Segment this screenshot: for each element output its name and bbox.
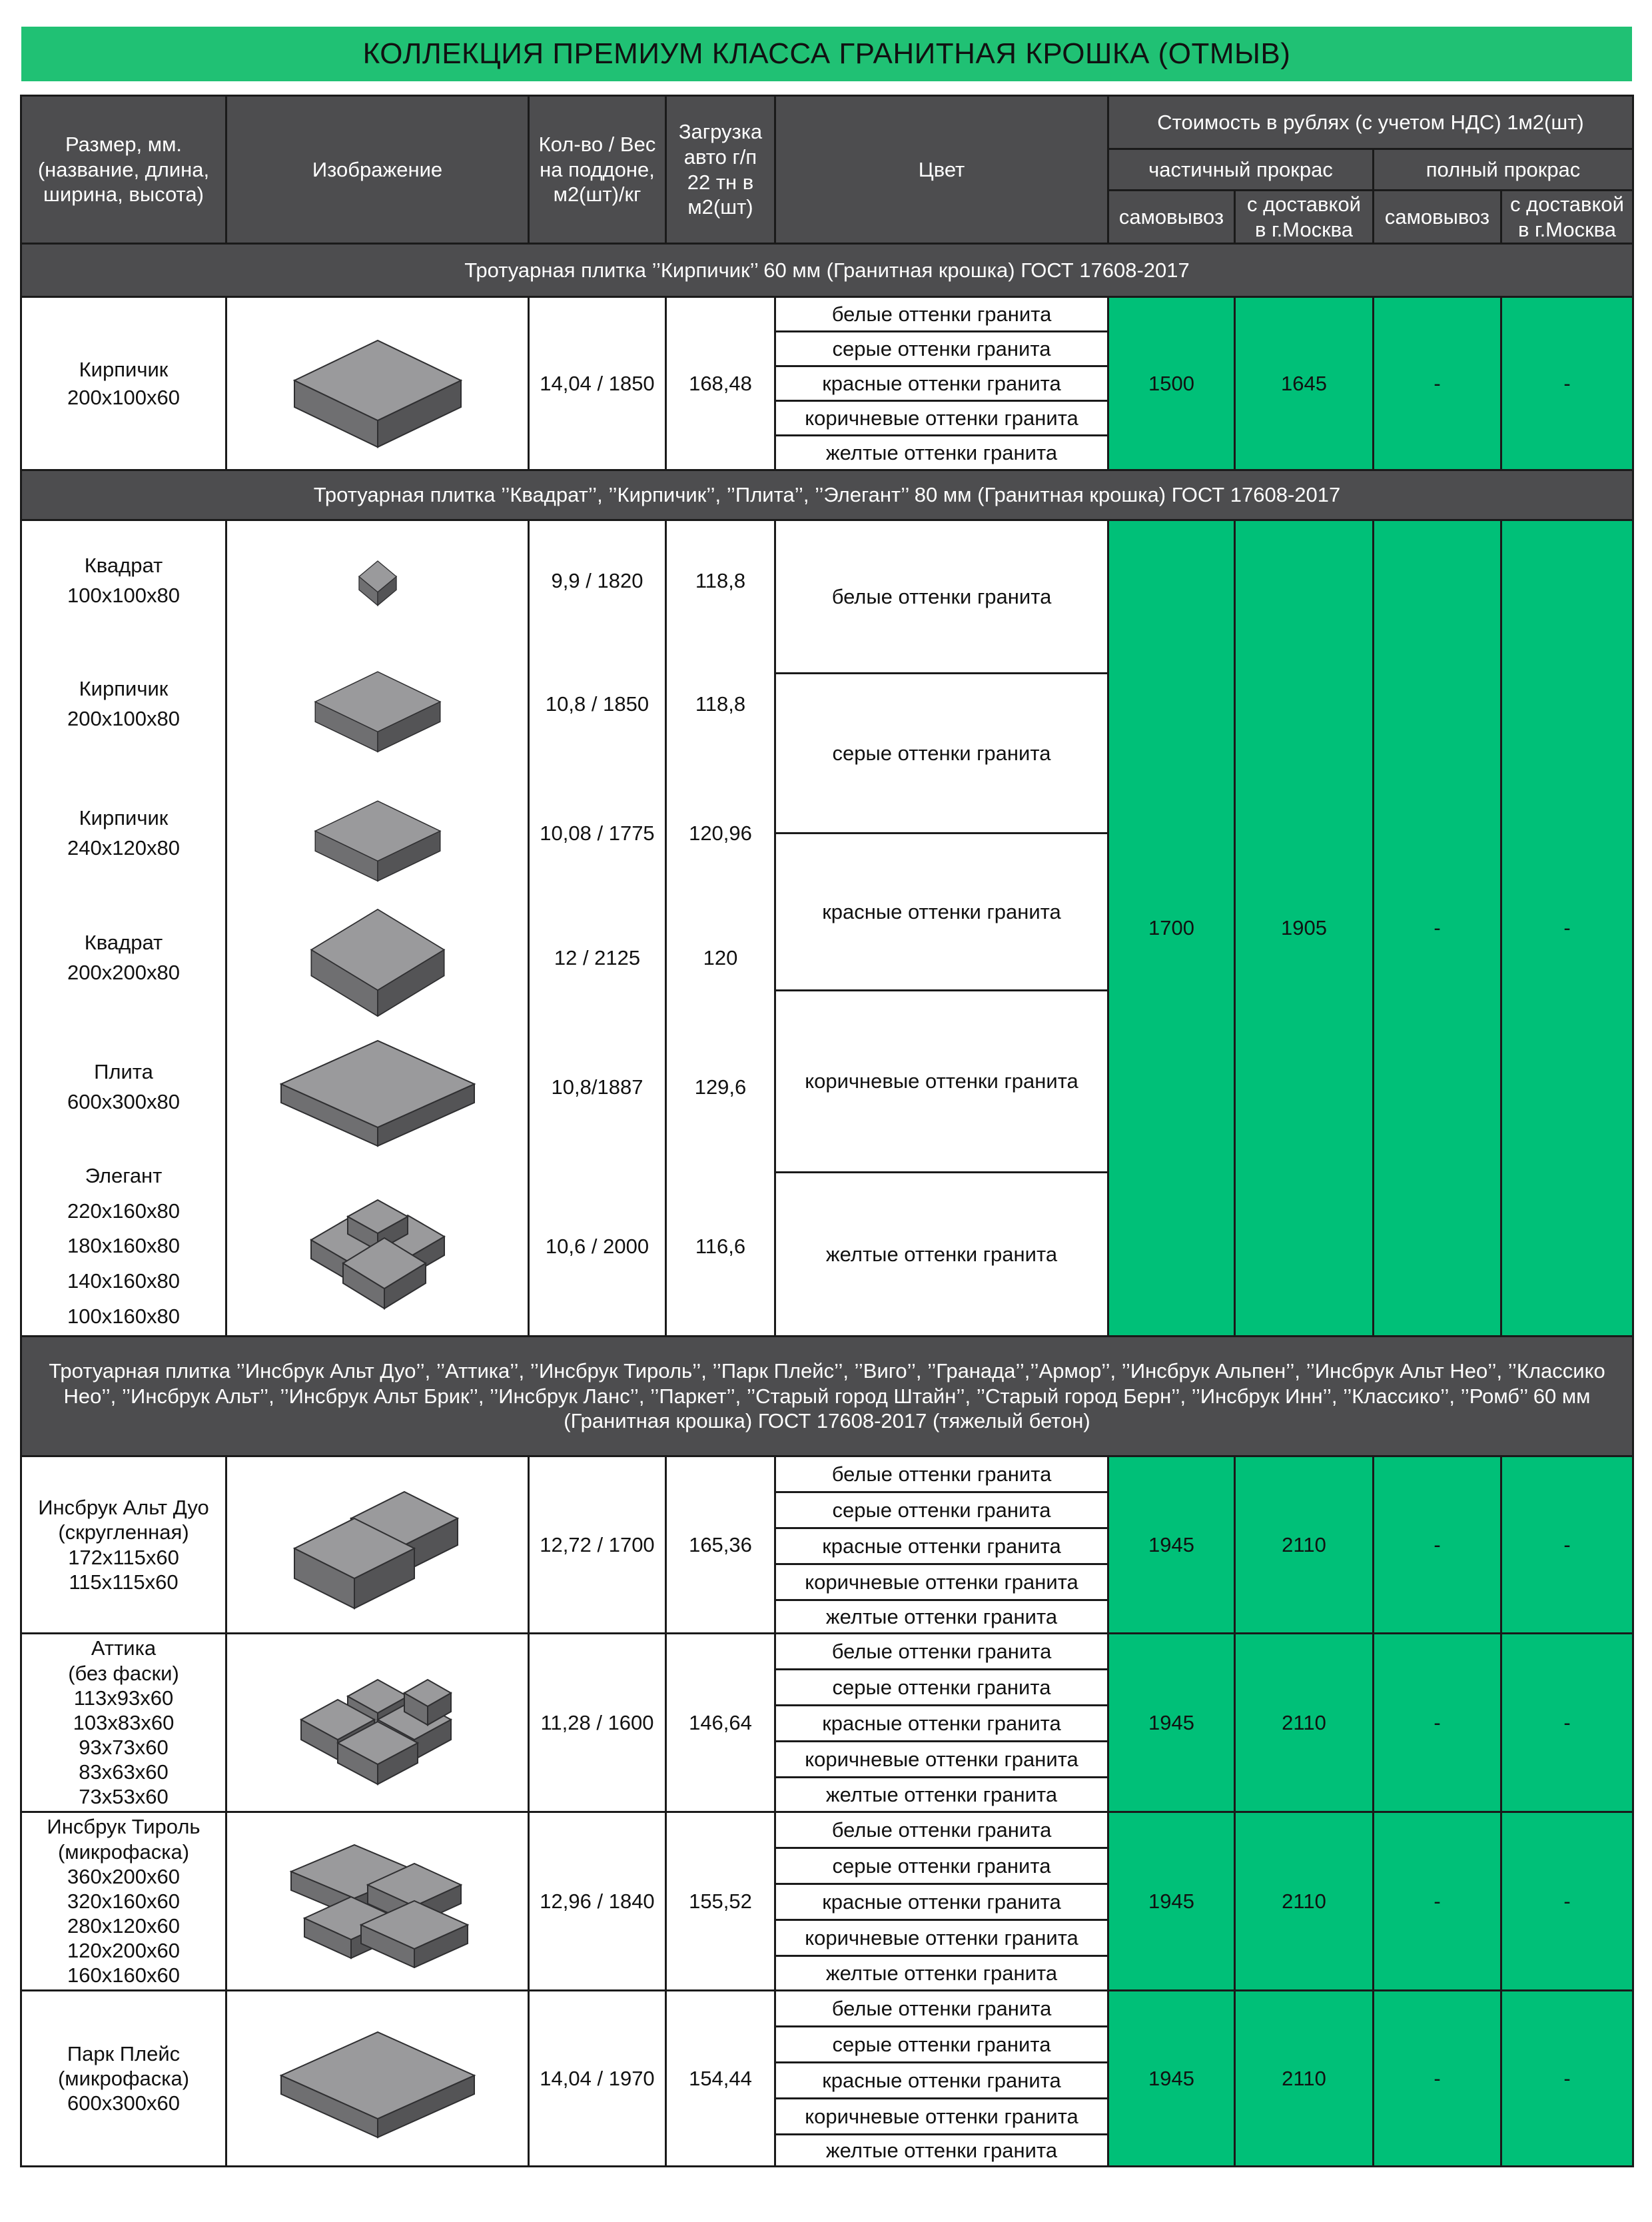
tirol-tile-icon: [231, 1835, 524, 1968]
product-qty: 12,72 / 1700: [529, 1456, 666, 1634]
price-partial-pickup: 1945: [1108, 1991, 1235, 2167]
color-option: серые оттенки гранита: [775, 1848, 1108, 1884]
product-name-line: 140х160х80: [67, 1269, 180, 1293]
price-full-pickup: -: [1374, 1991, 1501, 2167]
slab-icon: [231, 2012, 524, 2145]
small-square-icon: [231, 534, 524, 628]
product-name-line: 113х93х60: [73, 1686, 174, 1710]
product-image: [226, 1456, 529, 1634]
price-full-delivery: -: [1501, 297, 1633, 470]
product-load: 116,6: [666, 1158, 775, 1337]
product-load: 120,96: [666, 767, 775, 900]
product-name-line: 103х83х60: [73, 1710, 175, 1734]
header-pickup-full: самовывоз: [1374, 191, 1501, 244]
product-image: [226, 1017, 529, 1158]
product-name-line: Кирпичик: [79, 676, 169, 700]
brick-icon: [231, 784, 524, 883]
product-qty: 10,08 / 1775: [529, 767, 666, 900]
product-name-line: 320х160х60: [67, 1889, 180, 1913]
product-name-line: (микрофаска): [57, 1840, 190, 1864]
product-name-line: 180х160х80: [67, 1234, 180, 1258]
product-load: 118,8: [666, 642, 775, 767]
price-partial-pickup: 1700: [1108, 520, 1235, 1337]
color-option: желтые оттенки гранита: [775, 1956, 1108, 1991]
color-option: красные оттенки гранита: [775, 1884, 1108, 1920]
product-image: [226, 520, 529, 642]
page-title: КОЛЛЕКЦИЯ ПРЕМИУМ КЛАССА ГРАНИТНАЯ КРОШКА (ОТМЫВ): [21, 27, 1632, 81]
product-name: [21, 520, 226, 642]
product-name-line: (скругленная): [58, 1520, 189, 1544]
header-image: Изображение: [226, 96, 529, 244]
product-name-line: Плита: [94, 1059, 153, 1083]
price-full-pickup: -: [1374, 520, 1501, 1337]
header-size: Размер, мм. (название, длина, ширина, высота): [21, 96, 226, 244]
product-name-line: 200х100х80: [67, 706, 180, 730]
color-option: желтые оттенки гранита: [775, 1778, 1108, 1812]
color-option: желтые оттенки гранита: [775, 436, 1108, 470]
product-name-line: 600х300х80: [67, 1089, 180, 1113]
price-table: [20, 95, 1634, 2167]
attika-tile-icon: [231, 1656, 524, 1790]
section-title: Тротуарная плитка ’’Инсбрук Альт Дуо’’, ’’Аттика’’, ’’Инсбрук Тироль’’, ’’Парк Плейс’’, ’’Виго’’, ’’Гранада’’,’’Армор’’, ’’Инсбрук Альпен’’, ’’Инсбрук Альт Нео’’, ’’Классико Нео’’, ’’Инсбрук Альт’’, ’’Инсбрук Альт Брик’’, ’’Инсбрук Ланс’’, ’’Паркет’’, ’’Старый город Штайн’’, ’’Старый город Берн’’, ’’Инсбрук Инн’’, ’’Классико’’, ’’Ромб’’ 60 мм (Гранитная крошка) ГОСТ 17608-2017 (тяжелый бетон): [21, 1337, 1633, 1456]
product-name: [21, 1017, 226, 1158]
product-image: [226, 1812, 529, 1991]
color-option: белые оттенки гранита: [775, 1634, 1108, 1670]
product-name: [21, 297, 226, 470]
header-qty: Кол-во / Вес на поддоне, м2(шт)/кг: [529, 96, 666, 244]
product-name-line: (микрофаска): [57, 2066, 190, 2090]
product-load: 129,6: [666, 1017, 775, 1158]
price-full-delivery: -: [1501, 1456, 1633, 1634]
color-option: серые оттенки гранита: [775, 1670, 1108, 1706]
product-image: [226, 1158, 529, 1337]
price-partial-delivery: 2110: [1235, 1456, 1374, 1634]
section-title: Тротуарная плитка ’’Квадрат’’, ’’Кирпичик’’, ’’Плита’’, ’’Элегант’’ 80 мм (Гранитная крошка) ГОСТ 17608-2017: [21, 470, 1633, 520]
product-name-line: 100х100х80: [67, 584, 180, 608]
color-option: красные оттенки гранита: [775, 366, 1108, 401]
price-partial-delivery: 2110: [1235, 1634, 1374, 1812]
price-full-delivery: -: [1501, 1634, 1633, 1812]
header-delivery-full: с доставкой в г.Москва: [1501, 191, 1633, 244]
product-name-line: Квадрат: [84, 554, 163, 578]
color-option: красные оттенки гранита: [775, 2063, 1108, 2099]
color-option: белые оттенки гранита: [775, 520, 1108, 674]
color-option: красные оттенки гранита: [775, 1528, 1108, 1564]
section-title: Тротуарная плитка ’’Кирпичик’’ 60 мм (Гранитная крошка) ГОСТ 17608-2017: [21, 244, 1633, 297]
header-delivery-partial: с доставкой в г.Москва: [1235, 191, 1374, 244]
product-name-line: 120х200х60: [67, 1939, 180, 1963]
color-option: белые оттенки гранита: [775, 1812, 1108, 1848]
product-qty: 10,6 / 2000: [529, 1158, 666, 1337]
price-partial-pickup: 1945: [1108, 1634, 1235, 1812]
color-option: коричневые оттенки гранита: [775, 401, 1108, 436]
product-name-line: 172х115х60: [68, 1545, 179, 1569]
product-name-line: 160х160х60: [67, 1963, 180, 1987]
product-name-line: 280х120х60: [67, 1914, 180, 1938]
color-option: желтые оттенки гранита: [775, 1173, 1108, 1337]
product-load: 155,52: [666, 1812, 775, 1991]
product-name-line: 200х200х80: [67, 961, 180, 984]
color-option: красные оттенки гранита: [775, 1706, 1108, 1742]
price-partial-pickup: 1945: [1108, 1812, 1235, 1991]
product-qty: 12,96 / 1840: [529, 1812, 666, 1991]
product-name: [21, 1456, 226, 1634]
color-option: серые оттенки гранита: [775, 1492, 1108, 1528]
price-full-pickup: -: [1374, 1456, 1501, 1634]
product-image: [226, 767, 529, 900]
duo-tile-icon: [231, 1478, 524, 1612]
product-load: 120: [666, 900, 775, 1017]
color-option: белые оттенки гранита: [775, 297, 1108, 332]
product-name-line: 360х200х60: [67, 1864, 180, 1888]
product-qty: 9,9 / 1820: [529, 520, 666, 642]
product-name: [21, 642, 226, 767]
product-name-line: Инсбрук Альт Дуо: [38, 1496, 209, 1520]
color-option: коричневые оттенки гранита: [775, 1742, 1108, 1778]
product-load: 146,64: [666, 1634, 775, 1812]
price-full-pickup: -: [1374, 1634, 1501, 1812]
color-option: белые оттенки гранита: [775, 1991, 1108, 2027]
product-name-line: 220х160х80: [67, 1199, 180, 1223]
price-partial-delivery: 2110: [1235, 1991, 1374, 2167]
price-partial-pickup: 1500: [1108, 297, 1235, 470]
price-full-delivery: -: [1501, 1991, 1633, 2167]
product-qty: 11,28 / 1600: [529, 1634, 666, 1812]
wave-tile-icon: [231, 1170, 524, 1323]
header-partial: частичный прокрас: [1108, 149, 1374, 191]
product-load: 168,48: [666, 297, 775, 470]
product-image: [226, 1634, 529, 1812]
header-color: Цвет: [775, 96, 1108, 244]
product-name-line: 83х63х60: [79, 1760, 169, 1784]
product-name-line: Парк Плейс: [67, 2041, 181, 2065]
product-qty: 12 / 2125: [529, 900, 666, 1017]
product-name-line: Элегант: [85, 1164, 163, 1188]
product-name-line: 240х120х80: [67, 835, 180, 859]
color-option: коричневые оттенки гранита: [775, 991, 1108, 1173]
color-option: красные оттенки гранита: [775, 833, 1108, 991]
product-qty: 14,04 / 1970: [529, 1991, 666, 2167]
header-load: Загрузка авто г/п 22 тн в м2(шт): [666, 96, 775, 244]
product-load: 165,36: [666, 1456, 775, 1634]
product-name: [21, 1991, 226, 2167]
product-image: [226, 642, 529, 767]
brick-icon: [231, 654, 524, 754]
product-name-line: 93х73х60: [79, 1736, 169, 1760]
price-full-pickup: -: [1374, 297, 1501, 470]
product-load: 118,8: [666, 520, 775, 642]
product-image: [226, 297, 529, 470]
color-option: белые оттенки гранита: [775, 1456, 1108, 1492]
product-name-line: Аттика: [91, 1636, 157, 1660]
product-name-line: Квадрат: [84, 931, 163, 955]
square-icon: [231, 900, 524, 1017]
brick-icon: [231, 317, 524, 450]
color-option: коричневые оттенки гранита: [775, 1564, 1108, 1600]
price-full-delivery: -: [1501, 520, 1633, 1337]
price-partial-delivery: 1645: [1235, 297, 1374, 470]
product-name: [21, 900, 226, 1017]
header-full: полный прокрас: [1374, 149, 1633, 191]
product-load: 154,44: [666, 1991, 775, 2167]
product-name: [21, 1158, 226, 1337]
header-pickup-partial: самовывоз: [1108, 191, 1235, 244]
product-name-line: Кирпичик: [79, 806, 169, 830]
price-partial-delivery: 1905: [1235, 520, 1374, 1337]
price-full-delivery: -: [1501, 1812, 1633, 1991]
product-image: [226, 1991, 529, 2167]
product-name-line: 100х160х80: [67, 1304, 180, 1328]
price-full-pickup: -: [1374, 1812, 1501, 1991]
color-option: желтые оттенки гранита: [775, 2135, 1108, 2167]
price-partial-pickup: 1945: [1108, 1456, 1235, 1634]
header-cost: Стоимость в рублях (с учетом НДС) 1м2(шт): [1108, 96, 1633, 149]
product-name-line: (без фаски): [68, 1661, 179, 1685]
color-option: коричневые оттенки гранита: [775, 1920, 1108, 1956]
color-option: серые оттенки гранита: [775, 332, 1108, 366]
price-partial-delivery: 2110: [1235, 1812, 1374, 1991]
color-option: желтые оттенки гранита: [775, 1600, 1108, 1634]
product-name-line: 115х115х60: [69, 1570, 179, 1594]
product-name-line: 600х300х60: [67, 2091, 180, 2115]
product-name-line: Кирпичик: [79, 357, 169, 381]
product-name-line: Инсбрук Тироль: [47, 1815, 201, 1839]
color-option: серые оттенки гранита: [775, 2027, 1108, 2063]
product-name: [21, 767, 226, 900]
product-name: [21, 1812, 226, 1991]
slab-icon: [231, 1021, 524, 1154]
color-option: серые оттенки гранита: [775, 674, 1108, 833]
product-name-line: 200х100х60: [67, 385, 180, 409]
product-qty: 10,8 / 1850: [529, 642, 666, 767]
product-name: [21, 1634, 226, 1812]
product-name-line: 73х53х60: [79, 1785, 169, 1809]
product-qty: 10,8/1887: [529, 1017, 666, 1158]
color-option: коричневые оттенки гранита: [775, 2099, 1108, 2135]
product-qty: 14,04 / 1850: [529, 297, 666, 470]
product-image: [226, 900, 529, 1017]
